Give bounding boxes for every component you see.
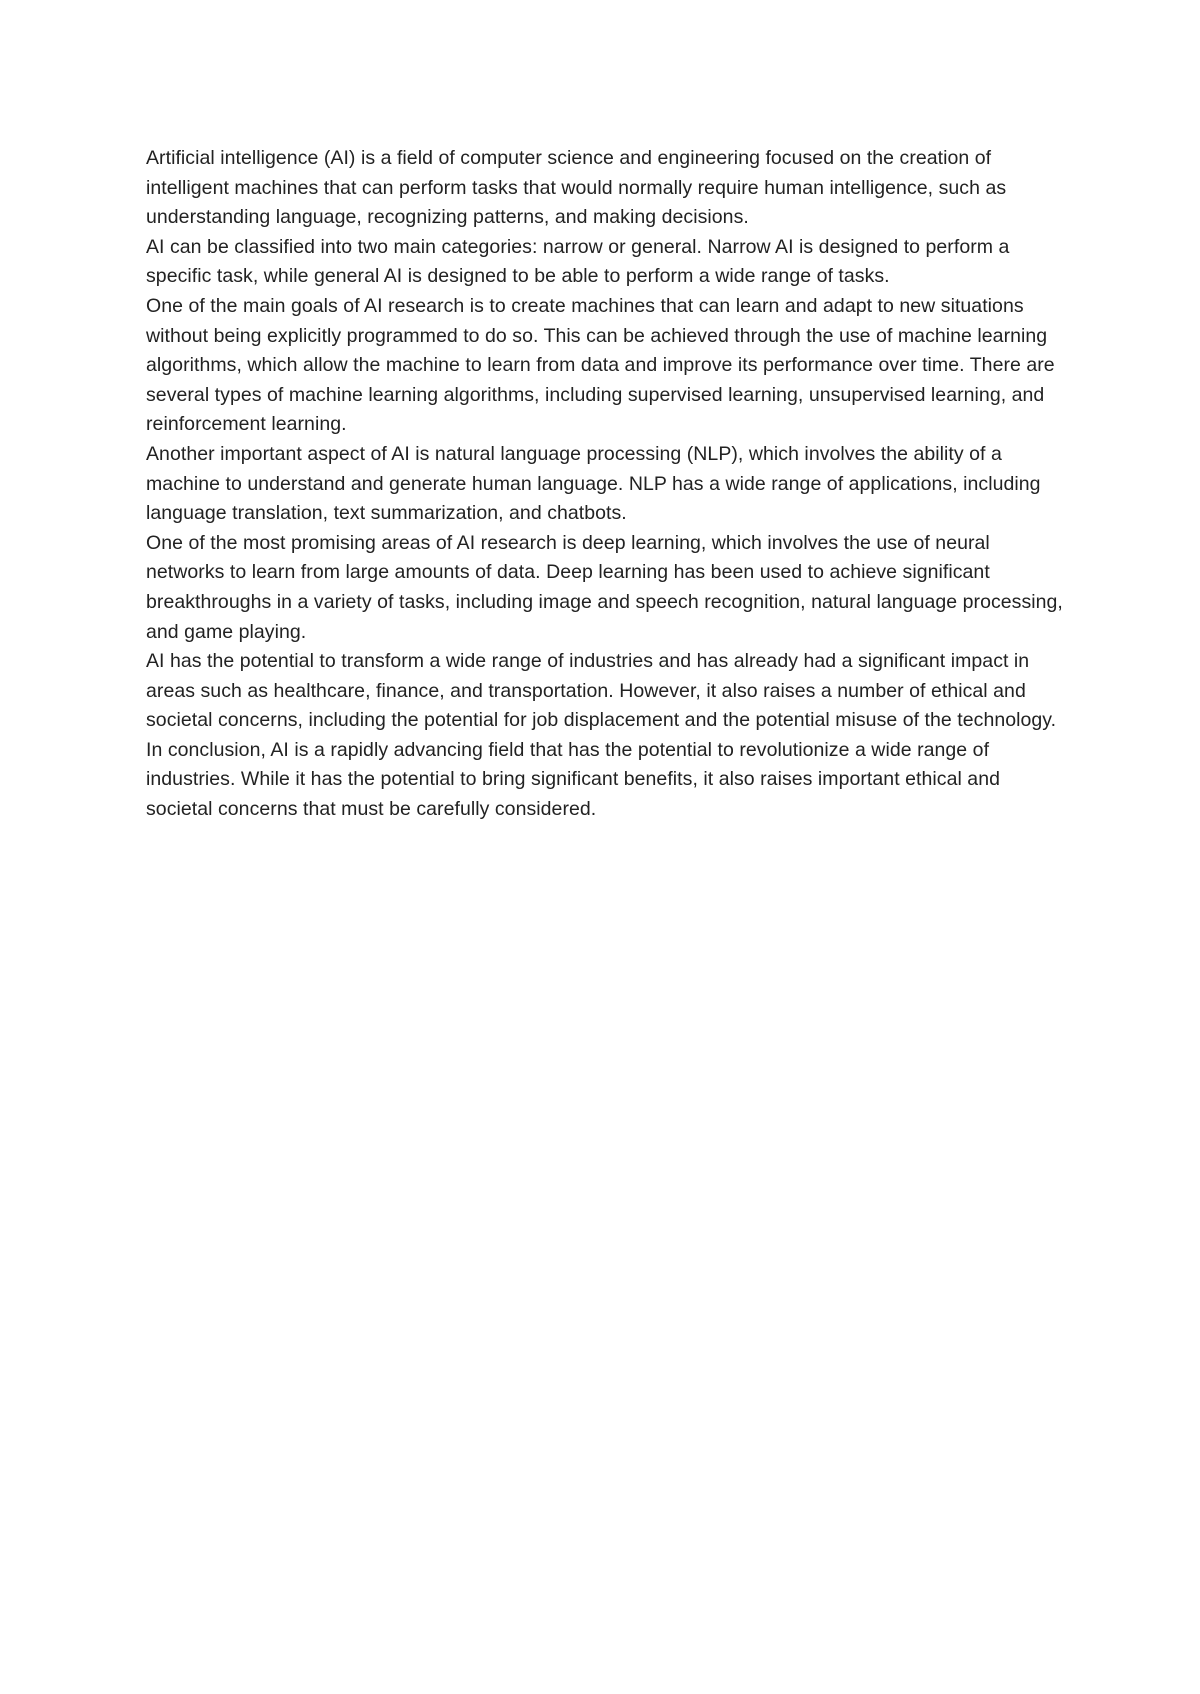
document-body [146, 144, 1066, 825]
paragraph-machine-learning: One of the main goals of AI research is to create machines that can learn and adapt to new situations without being explicitly programmed to do so. This can be achieved through the use of machine learning algorithms, which allow the machine to learn from data and improve its performance over time. There are several types of machine learning algorithms, including supervised learning, unsupervised learning, and reinforcement learning. [146, 294, 1055, 436]
paragraph-categories: AI can be classified into two main categories: narrow or general. Narrow AI is designed to perform a specific task, while general AI is designed to be able to perform a wide range of tasks. [146, 235, 1010, 288]
paragraph-deep-learning: One of the most promising areas of AI research is deep learning, which involves the use of neural networks to learn from large amounts of data. Deep learning has been used to achieve significant breakthroughs in a variety of tasks, including image and speech recognition, natural language processing, and game playing. [146, 531, 1063, 643]
paragraph-intro: Artificial intelligence (AI) is a field of computer science and engineering focused on the creation of intelligent machines that can perform tasks that would normally require human intelligence, such as understanding language, recognizing patterns, and making decisions. [146, 147, 1007, 229]
paragraph-impact: AI has the potential to transform a wide range of industries and has already had a significant impact in areas such as healthcare, finance, and transportation. However, it also raises a number of ethical and societal concerns, including the potential for job displacement and the potential misuse of the technology. [146, 650, 1057, 732]
paragraph-nlp: Another important aspect of AI is natural language processing (NLP), which involves the ability of a machine to understand and generate human language. NLP has a wide range of applications, including language translation, text summarization, and chatbots. [146, 442, 1041, 525]
paragraph-conclusion: In conclusion, AI is a rapidly advancing field that has the potential to revolutionize a wide range of industries. While it has the potential to bring significant benefits, it also raises important ethical and societal concerns that must be carefully considered. [146, 738, 1000, 821]
